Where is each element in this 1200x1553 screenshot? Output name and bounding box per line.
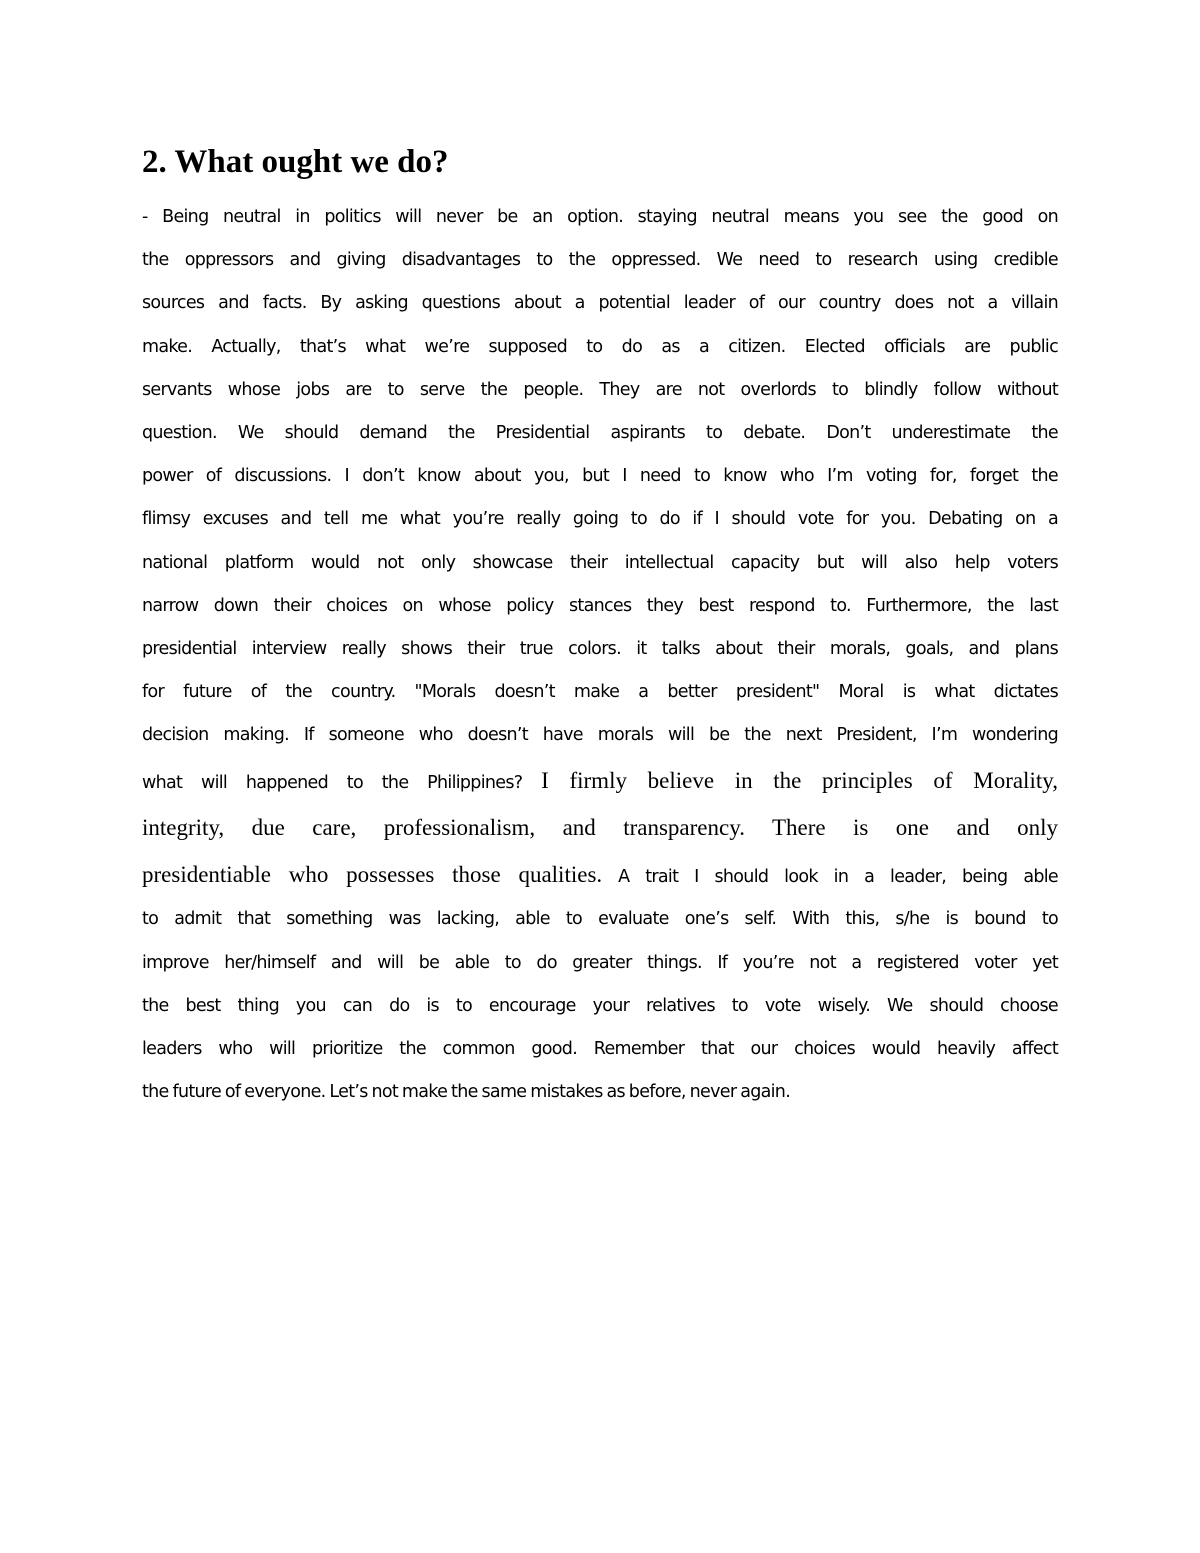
- serif-segment: presidentiable who possesses those qualities.: [142, 862, 603, 888]
- paragraph-last-line: the future of everyone. Let’s not make the same mistakes as before, never again.: [142, 1082, 791, 1103]
- paragraph-line: leaders who will prioritize the common good. Remember that our choices would heavily affect: [142, 1039, 1058, 1059]
- paragraph-line-serif: integrity, due care, professionalism, and transparency. There is one and only: [142, 815, 1058, 841]
- section-heading: 2. What ought we do?: [142, 144, 449, 180]
- sans-segment: what will happened to the Philippines?: [142, 773, 523, 794]
- paragraph-line: presidential interview really shows their true colors. it talks about their morals, goals, and plans: [142, 638, 1058, 659]
- paragraph-line: sources and facts. By asking questions about a potential leader of our country does not a villain: [142, 293, 1058, 314]
- paragraph-line: for future of the country. "Morals doesn’t make a better president" Moral is what dictates: [142, 682, 1058, 703]
- paragraph-line: the best thing you can do is to encourage your relatives to vote wisely. We should choose: [142, 995, 1058, 1016]
- paragraph-line: narrow down their choices on whose policy stances they best respond to. Furthermore, the last: [142, 595, 1058, 616]
- body-paragraph: [142, 196, 1058, 1114]
- sans-segment: A trait I should look in a leader, being able: [618, 867, 1059, 888]
- paragraph-line-mixed: [142, 757, 1058, 804]
- paragraph-line: the oppressors and giving disadvantages to the oppressed. We need to research using credible: [142, 250, 1058, 271]
- serif-segment: I firmly believe in the principles of Morality,: [541, 768, 1058, 794]
- paragraph-line: improve her/himself and will be able to do greater things. If you’re not a registered voter yet: [142, 952, 1058, 973]
- paragraph-line: make. Actually, that’s what we’re supposed to do as a citizen. Elected officials are public: [142, 336, 1058, 357]
- paragraph-line: to admit that something was lacking, able to evaluate one’s self. With this, s/he is bound to: [142, 909, 1058, 930]
- paragraph-line: flimsy excuses and tell me what you’re really going to do if I should vote for you. Debating on a: [142, 509, 1058, 530]
- paragraph-line-mixed: [142, 851, 1058, 898]
- paragraph-line: national platform would not only showcase their intellectual capacity but will also help voters: [142, 552, 1058, 573]
- paragraph-line: decision making. If someone who doesn’t have morals will be the next President, I’m wondering: [142, 725, 1058, 746]
- paragraph-line: power of discussions. I don’t know about you, but I need to know who I’m voting for, forget the: [142, 466, 1058, 487]
- paragraph-line: servants whose jobs are to serve the people. They are not overlords to blindly follow without: [142, 379, 1058, 400]
- paragraph-line: - Being neutral in politics will never be an option. staying neutral means you see the good on: [142, 207, 1058, 227]
- paragraph-line: question. We should demand the Presidential aspirants to debate. Don’t underestimate the: [142, 422, 1058, 443]
